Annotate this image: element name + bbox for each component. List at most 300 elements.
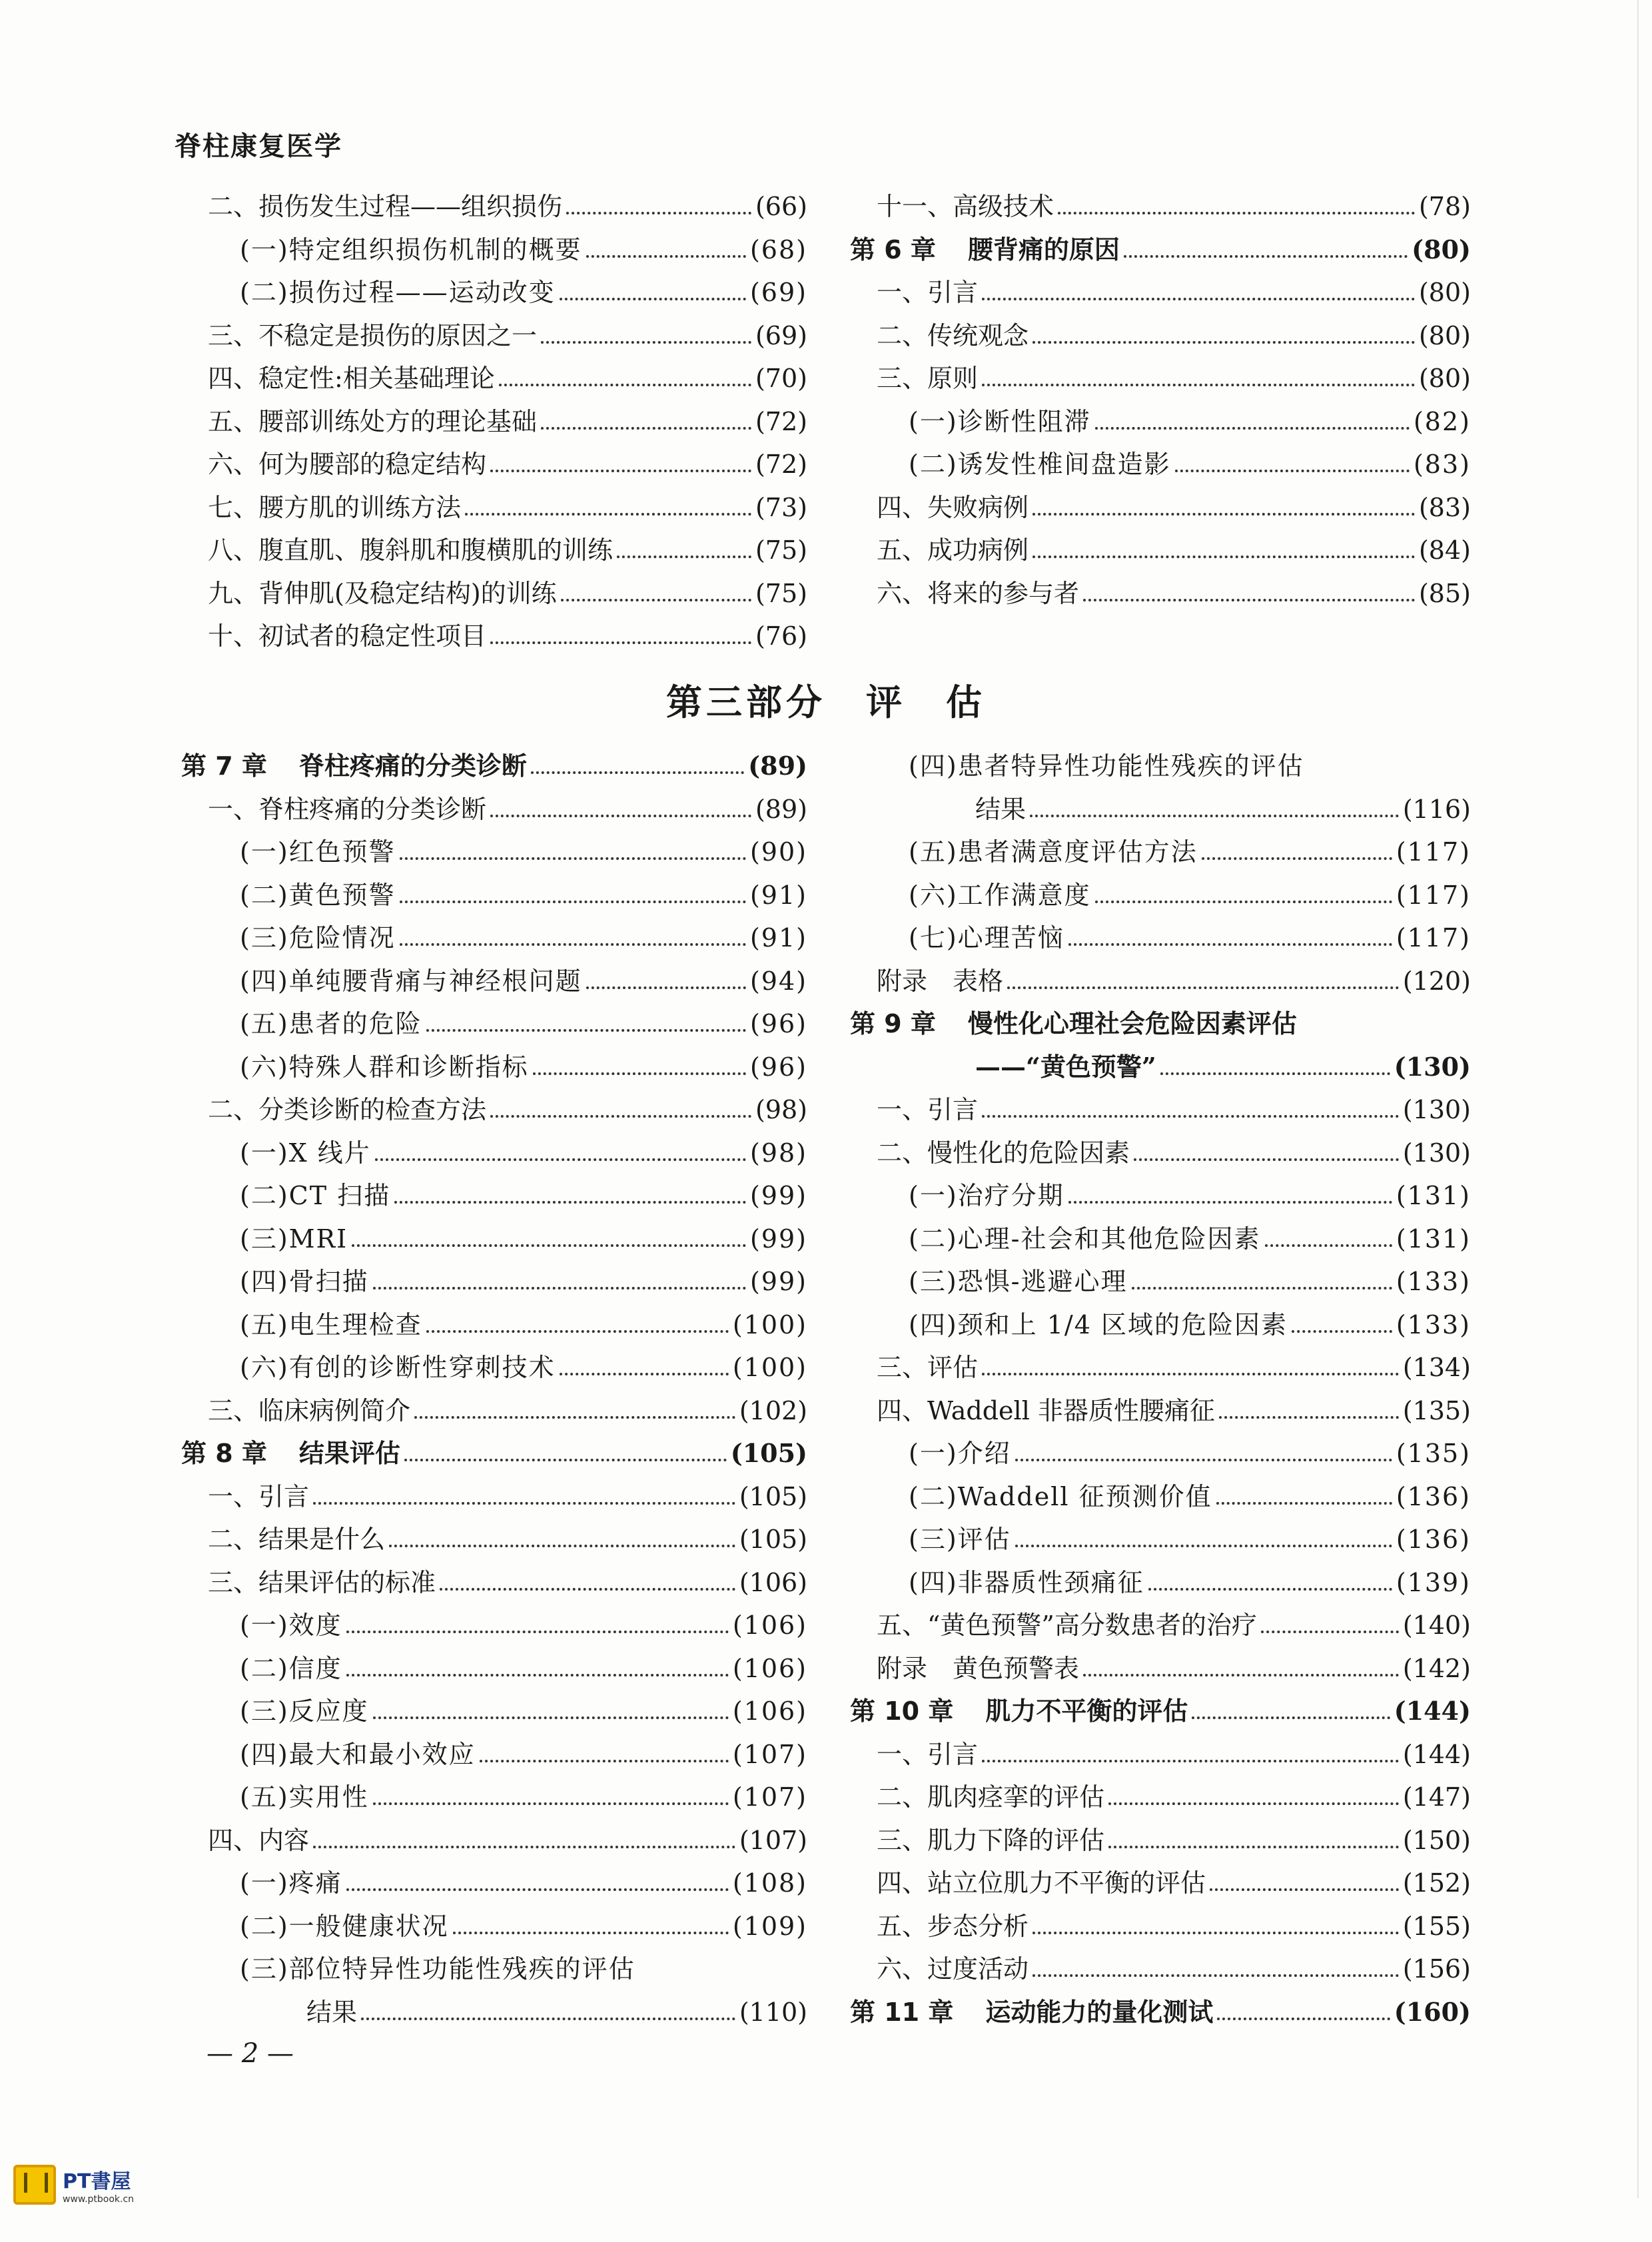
toc-entry-title: (二)诱发性椎间盘造影 [909, 450, 1171, 479]
toc-leader-dots [400, 901, 746, 903]
toc-entry [181, 1905, 807, 1948]
toc-entry-title: (四)最大和最小效应 [240, 1739, 476, 1769]
toc-page-number: (84) [1418, 536, 1471, 565]
toc-entry [850, 1475, 1471, 1519]
toc-entry [181, 788, 807, 831]
toc-entry [850, 1862, 1471, 1905]
toc-entry-title: 五、成功病例 [877, 536, 1029, 565]
toc-entry [181, 1518, 807, 1561]
toc-page-number: (131) [1396, 1224, 1471, 1254]
toc-entry [181, 615, 807, 658]
toc-entry [850, 486, 1471, 530]
toc-leader-dots [617, 556, 751, 558]
toc-entry-title: 一、脊柱疼痛的分类诊断 [208, 794, 487, 824]
toc-entry [850, 1218, 1471, 1261]
toc-entry [181, 1002, 807, 1046]
toc-leader-dots [1210, 1888, 1399, 1891]
toc-entry [181, 486, 807, 530]
toc-leader-dots [404, 1459, 727, 1461]
toc-entry-title: 六、将来的参与者 [877, 578, 1080, 608]
toc-entry [850, 874, 1471, 917]
toc-page-number: (105) [739, 1481, 807, 1511]
toc-leader-dots [1216, 1502, 1392, 1505]
toc-entry-title: 二、慢性化的危险因素 [877, 1138, 1130, 1168]
toc-page-number: (91) [749, 880, 807, 910]
toc-chapter-number: 第 6 章 [850, 234, 936, 264]
toc-entry-title: (五)电生理检查 [240, 1309, 422, 1339]
toc-leader-dots [1083, 599, 1415, 601]
toc-entry-title: 结果 [306, 1997, 358, 2027]
toc-entry-title: 三、原则 [877, 364, 979, 393]
toc-entry [181, 1862, 807, 1905]
toc-leader-dots [394, 1201, 746, 1204]
toc-leader-dots [982, 384, 1415, 386]
running-head: 脊柱康复医学 [175, 131, 342, 162]
toc-page-number: (147) [1402, 1782, 1471, 1812]
page-number: — 2 — [206, 2038, 294, 2069]
toc-chapter-number: 第 9 章 [850, 1009, 936, 1038]
toc-page-number: (130) [1394, 1051, 1471, 1082]
toc-entry-title: (五)实用性 [240, 1782, 369, 1812]
toc-page-number: (155) [1402, 1911, 1471, 1941]
toc-leader-dots [1032, 556, 1415, 558]
toc-leader-dots [561, 599, 751, 601]
toc-leader-dots [533, 1072, 746, 1075]
toc-entry-title: 一、引言 [877, 1095, 979, 1124]
toc-entry-title: 二、肌肉痉挛的评估 [877, 1782, 1105, 1812]
toc-page-number: (94) [749, 966, 807, 996]
toc-page-number: (85) [1418, 578, 1471, 608]
toc-leader-dots [346, 1631, 729, 1633]
toc-page-number: (96) [749, 1009, 807, 1038]
toc-leader-dots [531, 771, 744, 774]
toc-entry [181, 314, 807, 358]
toc-leader-dots [1265, 1244, 1392, 1247]
toc-leader-dots [465, 513, 751, 516]
toc-entry [850, 529, 1471, 572]
toc-entry-title: (一)疼痛 [240, 1868, 342, 1898]
toc-entry [850, 960, 1471, 1003]
toc-entry-title [181, 745, 527, 788]
toc-leader-dots [1175, 470, 1410, 472]
toc-entry [181, 271, 807, 314]
toc-leader-dots [313, 1502, 735, 1505]
toc-chapter-number: 第 7 章 [181, 751, 267, 781]
toc-page-number: (135) [1396, 1439, 1471, 1468]
toc-leader-dots [1032, 341, 1415, 344]
toc-entry [181, 1776, 807, 1819]
toc-leader-dots [1007, 986, 1399, 989]
toc-chapter-entry [850, 1690, 1471, 1733]
toc-page-number: (72) [755, 450, 807, 479]
toc-entry-title: 六、过度活动 [877, 1954, 1029, 1984]
toc-entry-title: 结果 [975, 794, 1027, 824]
toc-leader-dots [1058, 212, 1415, 214]
toc-leader-dots [586, 255, 746, 258]
toc-entry [850, 1132, 1471, 1175]
toc-entry-title: 三、评估 [877, 1353, 979, 1382]
toc-page-number: (130) [1402, 1138, 1471, 1168]
toc-entry-title: 五、腰部训练处方的理论基础 [208, 406, 538, 436]
toc-entry [850, 1733, 1471, 1776]
toc-entry-title: (五)患者满意度评估方法 [909, 837, 1198, 867]
toc-entry [181, 572, 807, 615]
toc-page-number: (144) [1394, 1696, 1471, 1726]
toc-column-right-top [850, 185, 1471, 615]
toc-entry-title: (一)治疗分期 [909, 1181, 1064, 1210]
toc-leader-dots [375, 1158, 746, 1161]
toc-leader-dots [499, 384, 751, 386]
toc-entry [850, 1260, 1471, 1304]
toc-leader-dots [586, 986, 746, 989]
toc-page-number: (150) [1402, 1825, 1471, 1855]
toc-entry-title: (一)诊断性阻滞 [909, 406, 1091, 436]
toc-page-number: (80) [1418, 320, 1471, 350]
toc-entry-title: 附录 黄色预警表 [877, 1653, 1080, 1683]
toc-leader-dots [1132, 1287, 1392, 1290]
toc-entry [850, 443, 1471, 486]
toc-page-number: (80) [1418, 364, 1471, 393]
toc-entry [181, 1733, 807, 1776]
logo-url: www.ptbook.cn [63, 2194, 135, 2205]
toc-leader-dots [982, 1115, 1399, 1118]
toc-leader-dots [440, 1588, 735, 1591]
toc-leader-dots [361, 2018, 735, 2020]
part-title [0, 674, 1652, 725]
part-title-number: 第三部分 [666, 681, 826, 723]
toc-page-number: (106) [732, 1611, 807, 1640]
toc-entry [850, 1174, 1471, 1218]
toc-page-number: (100) [732, 1353, 807, 1382]
toc-entry [181, 1304, 807, 1347]
toc-entry-title: (五)患者的危险 [240, 1009, 422, 1038]
toc-leader-dots [1124, 255, 1408, 258]
toc-entry-title [850, 1690, 1188, 1733]
toc-page-number: (105) [730, 1438, 807, 1468]
toc-leader-dots [541, 341, 751, 344]
toc-entry-title: (四)骨扫描 [240, 1267, 369, 1296]
toc-entry-title: 四、稳定性:相关基础理论 [208, 364, 495, 393]
toc-entry-title: (四)颈和上 1/4 区域的危险因素 [909, 1309, 1288, 1339]
toc-entry-title: (三)部位特异性功能性残疾的评估 [240, 1954, 635, 1984]
publisher-logo [13, 2165, 134, 2205]
toc-chapter-entry [850, 1002, 1471, 1046]
toc-entry [181, 1948, 807, 1991]
toc-leader-dots [400, 943, 746, 946]
toc-entry [850, 271, 1471, 314]
toc-entry-title [850, 1002, 1297, 1046]
toc-page-number: (96) [749, 1052, 807, 1082]
toc-entry-title: 二、结果是什么 [208, 1525, 386, 1554]
toc-leader-dots [490, 641, 751, 644]
toc-leader-dots [352, 1244, 746, 1247]
toc-leader-dots [1192, 1716, 1390, 1719]
toc-page-number: (133) [1396, 1267, 1471, 1296]
toc-entry-title: (三)评估 [909, 1525, 1011, 1554]
toc-entry-title: (一)效度 [240, 1611, 342, 1640]
toc-entry [850, 1346, 1471, 1389]
toc-column-left-top [181, 185, 807, 658]
scan-edge [1637, 0, 1639, 2198]
toc-leader-dots [1219, 1416, 1399, 1419]
toc-entry-title: (二)信度 [240, 1653, 342, 1683]
toc-page-number: (120) [1402, 966, 1471, 996]
toc-entry [850, 1604, 1471, 1647]
toc-leader-dots [1015, 1459, 1392, 1461]
toc-entry-title: 七、腰方肌的训练方法 [208, 492, 462, 522]
toc-leader-dots [373, 1802, 729, 1805]
toc-entry-title: (四)患者特异性功能性残疾的评估 [909, 751, 1304, 781]
toc-entry-title: 一、引言 [877, 1739, 979, 1769]
toc-leader-dots [982, 1373, 1399, 1375]
toc-page-number: (134) [1402, 1353, 1471, 1382]
toc-leader-dots [373, 1287, 746, 1290]
toc-entry-title: 五、“黄色预警”高分数患者的治疗 [877, 1611, 1257, 1640]
toc-page-number: (98) [755, 1095, 807, 1124]
toc-page-number: (99) [749, 1181, 807, 1210]
toc-page-number: (100) [732, 1309, 807, 1339]
toc-entry-title: 五、步态分析 [877, 1911, 1029, 1941]
toc-chapter-entry [181, 745, 807, 788]
toc-page-number: (75) [755, 536, 807, 565]
toc-leader-dots [1015, 1545, 1392, 1547]
toc-entry-title: (二)心理-社会和其他危险因素 [909, 1224, 1261, 1254]
toc-page-number: (89) [748, 751, 807, 781]
toc-entry [181, 357, 807, 400]
toc-leader-dots [1108, 1802, 1399, 1805]
toc-leader-dots [389, 1545, 735, 1547]
toc-entry [850, 1304, 1471, 1347]
toc-chapter-entry [850, 1991, 1471, 2034]
toc-entry [181, 1819, 807, 1862]
toc-page-number: (152) [1402, 1868, 1471, 1898]
toc-page-number: (107) [732, 1782, 807, 1812]
toc-page-number: (133) [1396, 1309, 1471, 1339]
toc-leader-dots [1095, 427, 1410, 430]
toc-page-number: (107) [739, 1825, 807, 1855]
toc-page-number: (156) [1402, 1954, 1471, 1984]
toc-entry-title: 一、引言 [208, 1481, 310, 1511]
toc-page-number: (69) [749, 278, 807, 307]
toc-page-number: (110) [739, 1997, 807, 2027]
toc-chapter-number: 第 10 章 [850, 1696, 954, 1726]
toc-page-number: (78) [1418, 192, 1471, 221]
toc-entry [181, 1174, 807, 1218]
toc-entry-title: 三、临床病例简介 [208, 1395, 411, 1425]
toc-entry [181, 874, 807, 917]
toc-leader-dots [1068, 1201, 1392, 1204]
toc-entry-title [181, 1432, 400, 1475]
toc-page-number: (73) [755, 492, 807, 522]
toc-entry-title [850, 228, 1120, 272]
toc-entry [181, 1132, 807, 1175]
toc-leader-dots [490, 815, 751, 817]
toc-page-number: (117) [1396, 923, 1471, 952]
toc-entry-title: 附录 表格 [877, 966, 1004, 996]
toc-leader-dots [560, 298, 746, 300]
logo-name: PT書屋 [63, 2170, 131, 2193]
toc-entry-title: 四、内容 [208, 1825, 310, 1855]
toc-entry-title: 一、引言 [877, 278, 979, 307]
toc-page-number: (99) [749, 1224, 807, 1254]
toc-entry [850, 400, 1471, 444]
toc-entry [181, 1561, 807, 1605]
toc-leader-dots [1068, 943, 1392, 946]
toc-entry-title: 三、不稳定是损伤的原因之一 [208, 320, 538, 350]
toc-page-number: (69) [755, 320, 807, 350]
toc-chapter-entry [181, 1432, 807, 1475]
toc-leader-dots [541, 427, 751, 430]
toc-page-number: (106) [739, 1567, 807, 1597]
toc-leader-dots [1032, 513, 1415, 516]
toc-leader-dots [560, 1373, 729, 1375]
toc-entry-title: 四、Waddell 非器质性腰痛征 [877, 1395, 1215, 1425]
toc-chapter-title: 脊柱疼痛的分类诊断 [298, 751, 527, 781]
toc-entry-title: (四)非器质性颈痛征 [909, 1567, 1144, 1597]
toc-page-number: (83) [1413, 450, 1471, 479]
toc-page-number: (98) [749, 1138, 807, 1168]
toc-leader-dots [1108, 1846, 1399, 1848]
toc-entry [850, 1518, 1471, 1561]
toc-leader-dots [400, 857, 746, 860]
toc-entry [181, 1690, 807, 1733]
toc-entry [850, 1046, 1471, 1089]
toc-page-number: (80) [1412, 234, 1471, 264]
toc-page-number: (130) [1402, 1095, 1471, 1124]
toc-column-left-bottom [181, 745, 807, 2034]
toc-page-number: (106) [732, 1696, 807, 1726]
toc-entry [850, 745, 1471, 788]
toc-entry-title: (二)黄色预警 [240, 880, 396, 910]
toc-leader-dots [1030, 815, 1399, 817]
toc-chapter-title: 运动能力的量化测试 [985, 1997, 1214, 2027]
toc-page-number: (131) [1396, 1181, 1471, 1210]
toc-leader-dots [1083, 1674, 1399, 1677]
toc-entry-title: (一)介绍 [909, 1439, 1011, 1468]
toc-entry-title: 十一、高级技术 [877, 192, 1054, 221]
toc-page-number: (70) [755, 364, 807, 393]
toc-page-number: (109) [732, 1911, 807, 1941]
toc-entry-title: 九、背伸肌(及稳定结构)的训练 [208, 578, 557, 608]
toc-entry [181, 1046, 807, 1089]
toc-leader-dots [414, 1416, 735, 1419]
toc-leader-dots [373, 1716, 729, 1719]
toc-entry [850, 1647, 1471, 1690]
toc-entry-title: (三)MRI [240, 1224, 348, 1254]
toc-chapter-title: 腰背痛的原因 [967, 234, 1120, 264]
toc-leader-dots [1160, 1072, 1390, 1075]
toc-entry-title [850, 1991, 1213, 2034]
toc-entry [850, 572, 1471, 615]
toc-entry [181, 1475, 807, 1519]
toc-entry-title: (三)恐惧-逃避心理 [909, 1267, 1128, 1296]
toc-leader-dots [453, 1932, 729, 1934]
toc-entry [850, 357, 1471, 400]
toc-leader-dots [426, 1330, 729, 1333]
toc-page-number: (66) [755, 192, 807, 221]
toc-entry-title: (七)心理苦恼 [909, 923, 1064, 952]
toc-entry [181, 443, 807, 486]
toc-page-number: (135) [1402, 1395, 1471, 1425]
toc-page-number: (140) [1402, 1611, 1471, 1640]
toc-leader-dots [346, 1888, 729, 1891]
toc-leader-dots [1292, 1330, 1392, 1333]
toc-leader-dots [490, 1115, 751, 1118]
toc-page-number: (144) [1402, 1739, 1471, 1769]
toc-page-number: (68) [749, 234, 807, 264]
toc-page-number: (117) [1396, 880, 1471, 910]
toc-leader-dots [1095, 901, 1392, 903]
toc-entry-title: 二、分类诊断的检查方法 [208, 1095, 487, 1124]
book-logo-icon [13, 2165, 56, 2205]
toc-page-number: (160) [1394, 1996, 1471, 2027]
toc-entry-title: (六)有创的诊断性穿刺技术 [240, 1353, 556, 1382]
toc-entry [181, 529, 807, 572]
toc-leader-dots [1217, 2018, 1390, 2020]
toc-entry [181, 831, 807, 874]
toc-entry [850, 917, 1471, 960]
toc-entry-title: 六、何为腰部的稳定结构 [208, 450, 487, 479]
toc-leader-dots [1134, 1158, 1399, 1161]
toc-entry [850, 185, 1471, 228]
toc-leader-dots [490, 470, 751, 472]
toc-page-number: (91) [749, 923, 807, 952]
toc-page-number: (72) [755, 406, 807, 436]
toc-chapter-number: 第 11 章 [850, 1997, 954, 2027]
toc-page-number: (90) [749, 837, 807, 867]
toc-entry [850, 1432, 1471, 1475]
toc-entry [181, 1260, 807, 1304]
toc-page-number: (99) [749, 1267, 807, 1296]
toc-page-number: (83) [1418, 492, 1471, 522]
toc-chapter-title: 慢性化心理社会危险因素评估 [967, 1009, 1297, 1038]
toc-entry-title: 四、站立位肌力不平衡的评估 [877, 1868, 1206, 1898]
toc-page-number: (76) [755, 621, 807, 651]
toc-entry [181, 1604, 807, 1647]
toc-leader-dots [346, 1674, 729, 1677]
toc-leader-dots [1148, 1588, 1392, 1591]
toc-entry [181, 1389, 807, 1433]
toc-entry [181, 185, 807, 228]
toc-leader-dots [1261, 1631, 1399, 1633]
toc-page-number: (142) [1402, 1653, 1471, 1683]
toc-entry-title: (一)红色预警 [240, 837, 396, 867]
toc-leader-dots [1202, 857, 1392, 860]
toc-entry-title: 十、初试者的稳定性项目 [208, 621, 487, 651]
toc-page-number: (89) [755, 794, 807, 824]
toc-entry [181, 1346, 807, 1389]
toc-entry-title: ——“黄色预警” [975, 1051, 1156, 1082]
toc-chapter-entry [850, 228, 1471, 272]
toc-entry-title: (二)一般健康状况 [240, 1911, 449, 1941]
toc-entry-title: (一)特定组织损伤机制的概要 [240, 234, 582, 264]
toc-entry [181, 1647, 807, 1690]
toc-entry-title: (三)危险情况 [240, 923, 396, 952]
toc-entry [181, 1991, 807, 2034]
toc-leader-dots [313, 1846, 735, 1848]
toc-page-number: (75) [755, 578, 807, 608]
toc-entry [181, 917, 807, 960]
part-title-name: 评 估 [866, 681, 986, 723]
toc-leader-dots [480, 1760, 729, 1762]
toc-chapter-number: 第 8 章 [181, 1439, 267, 1468]
toc-leader-dots [566, 212, 751, 214]
toc-leader-dots [1032, 1932, 1399, 1934]
toc-entry [850, 1948, 1471, 1991]
toc-entry [181, 960, 807, 1003]
toc-entry [850, 1389, 1471, 1433]
toc-entry [850, 1905, 1471, 1948]
